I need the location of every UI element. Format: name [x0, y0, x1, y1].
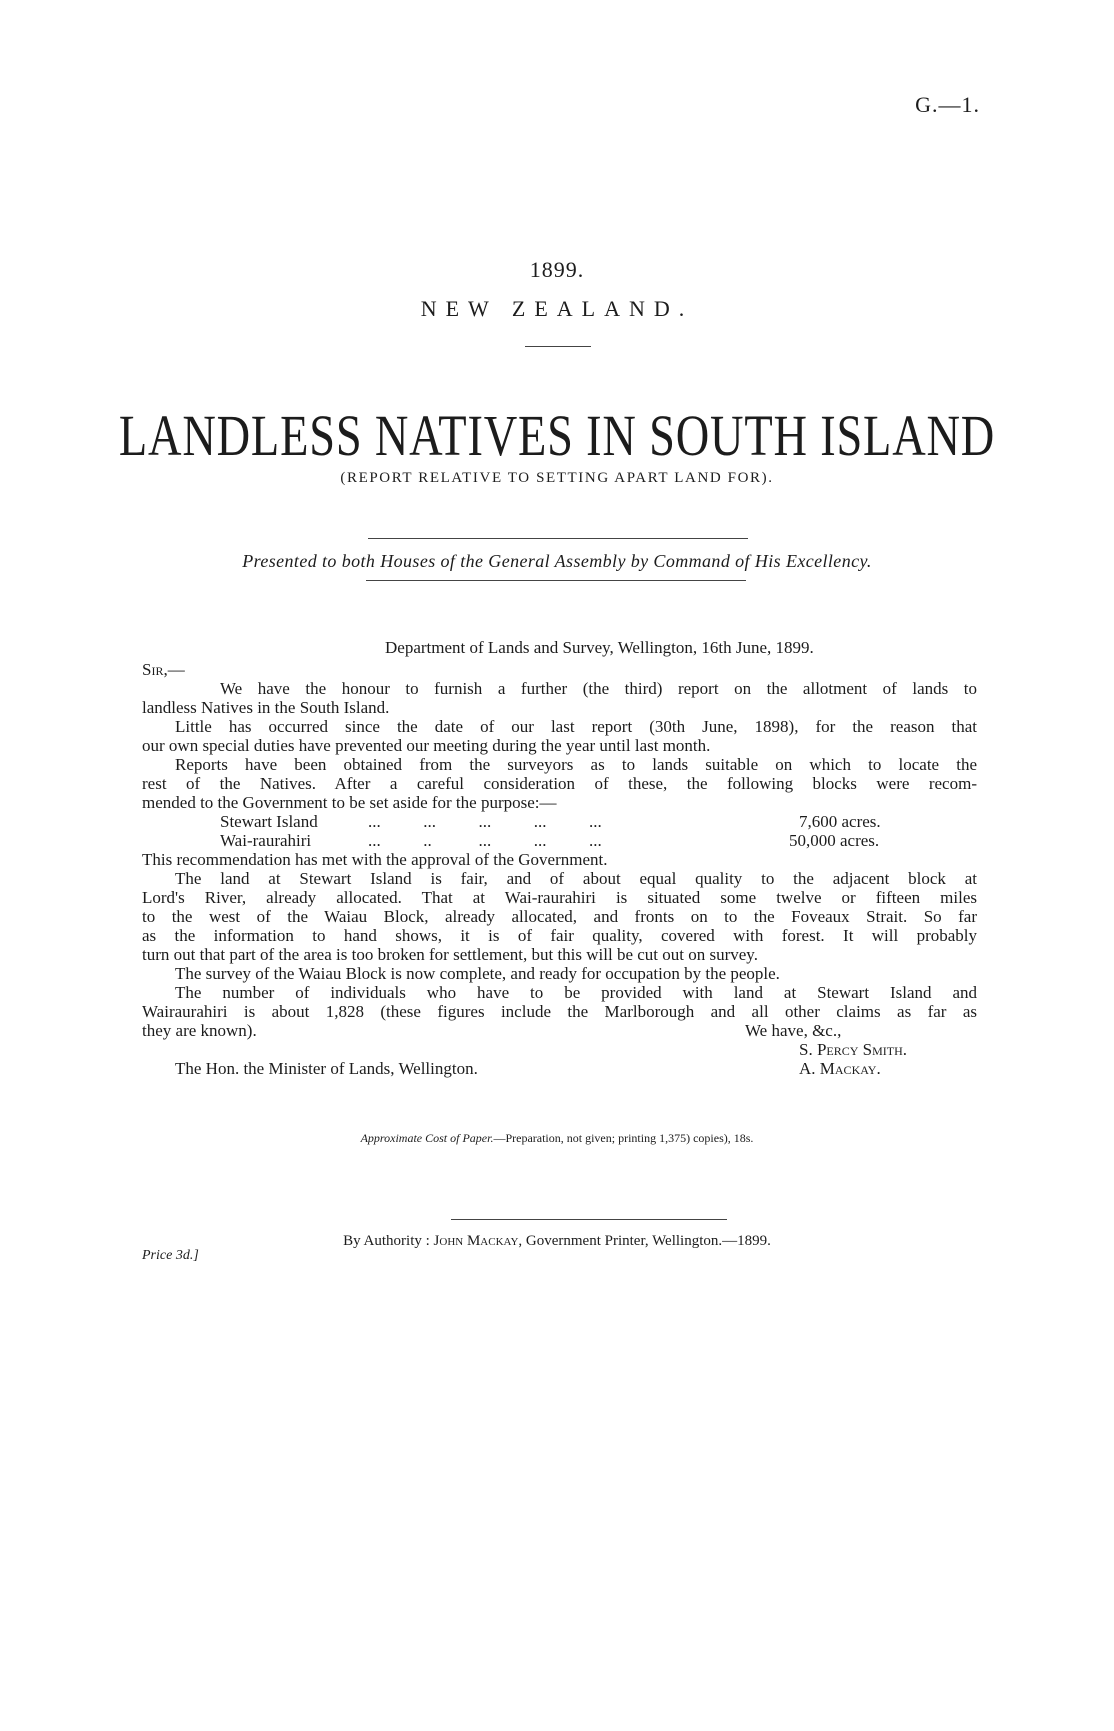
- block-leaders: ... ... ... ... ...: [368, 812, 602, 831]
- paper-cost-note: [0, 1131, 1114, 1146]
- block-name: Stewart Island: [220, 812, 318, 831]
- letter-salutation: Sir,—: [142, 660, 185, 679]
- letter-line: The land at Stewart Island is fair, and of about equal quality to the adjacent block at: [175, 869, 977, 888]
- presentation-note: Presented to both Houses of the General Assembly by Command of His Excellency.: [242, 551, 872, 571]
- signatory-name: S. Percy Smith.: [799, 1040, 908, 1059]
- paper-cost-label: Approximate Cost of Paper.: [360, 1131, 494, 1145]
- letter-line: mended to the Government to be set aside for the purpose:—: [142, 793, 557, 812]
- document-title: LANDLESS NATIVES IN SOUTH ISLAND: [118, 403, 996, 468]
- authority-suffix: Government Printer, Wellington.—1899.: [525, 1233, 771, 1249]
- printer-name: John Mackay,: [433, 1233, 523, 1249]
- price-note: Price 3d.]: [142, 1248, 199, 1263]
- letter-line: The number of individuals who have to be provided with land at Stewart Island and: [175, 983, 977, 1002]
- letter-line: rest of the Natives. After a careful consideration of these, the following blocks were recom-: [142, 774, 977, 793]
- block-name: Wai-raurahiri: [220, 831, 312, 850]
- paper-cost-text: —Preparation, not given; printing 1,375) copies), 18s.: [493, 1131, 754, 1145]
- letter-address-line: Department of Lands and Survey, Wellington, 16th June, 1899.: [385, 638, 814, 657]
- block-area: 7,600 acres.: [799, 812, 881, 831]
- letter-addressee: The Hon. the Minister of Lands, Wellington.: [175, 1059, 478, 1078]
- letter-line: Little has occurred since the date of our last report (30th June, 1898), for the reason that: [175, 717, 977, 736]
- block-area: 50,000 acres.: [789, 831, 880, 850]
- presented-rule-bottom: [366, 580, 746, 581]
- letter-line: We have the honour to furnish a further (the third) report on the allotment of lands to: [220, 679, 977, 698]
- country-heading: NEW ZEALAND.: [420, 296, 694, 321]
- letter-line: The survey of the Waiau Block is now complete, and ready for occupation by the people.: [175, 964, 780, 983]
- footer-divider: [451, 1219, 727, 1220]
- letter-line: landless Natives in the South Island.: [142, 698, 390, 717]
- letter-line: Lord's River, already allocated. That at Wai-raurahiri is situated some twelve or fifteen miles: [142, 888, 977, 907]
- document-reference: G.—1.: [915, 92, 980, 117]
- letter-line: to the west of the Waiau Block, already allocated, and fronts on to the Foveaux Strait. So far: [142, 907, 977, 926]
- authority-prefix: By Authority :: [343, 1233, 430, 1249]
- letter-line: Wairaurahiri is about 1,828 (these figures include the Marlborough and all other claims as far as: [142, 1002, 977, 1021]
- document-year: 1899.: [529, 257, 585, 282]
- letter-line: This recommendation has met with the approval of the Government.: [142, 850, 608, 869]
- letter-line: they are known).: [142, 1021, 257, 1040]
- presented-rule-top: [368, 538, 748, 539]
- letter-line: as the information to hand shows, it is of fair quality, covered with forest. It will probably: [142, 926, 977, 945]
- signatory-name: A. Mackay.: [799, 1059, 881, 1078]
- letter-closing: We have, &c.,: [745, 1021, 842, 1040]
- document-subtitle: (REPORT RELATIVE TO SETTING APART LAND FOR).: [340, 470, 774, 486]
- header-divider: [525, 346, 591, 347]
- letter-line: turn out that part of the area is too broken for settlement, but this will be cut out on survey.: [142, 945, 758, 964]
- letter-line: our own special duties have prevented our meeting during the year until last month.: [142, 736, 711, 755]
- letter-line: Reports have been obtained from the surveyors as to lands suitable on which to locate the: [175, 755, 977, 774]
- block-leaders: ... .. ... ... ...: [368, 831, 602, 850]
